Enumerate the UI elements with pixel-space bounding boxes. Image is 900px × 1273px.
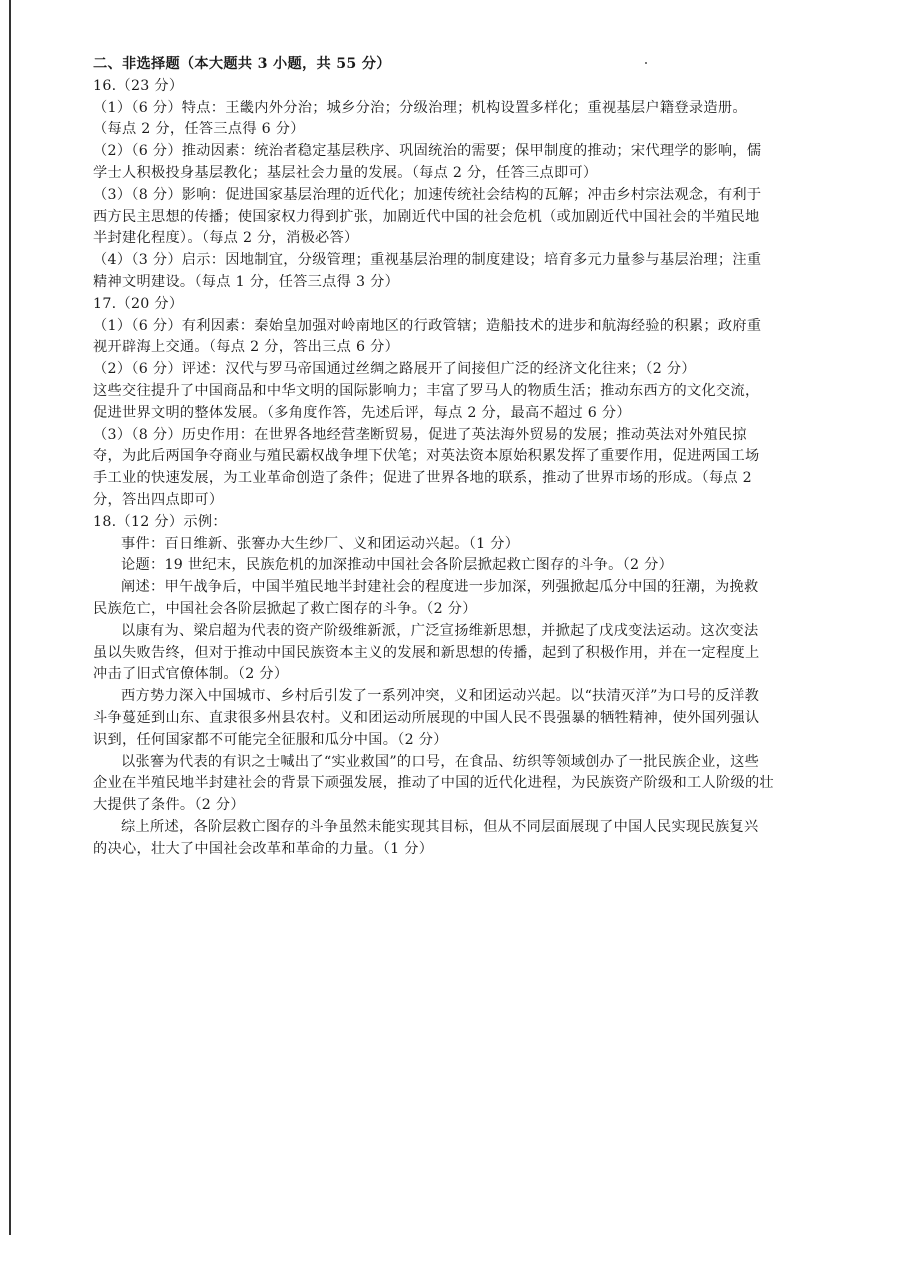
q18-line: 虽以失败告终，但对于推动中国民族资本主义的发展和新思想的传播，起到了积极作用，并在一定程度上 [93,644,760,661]
q18-line: 西方势力深入中国城市、乡村后引发了一系列冲突，义和团运动兴起。以“扶清灭洋”为口号的反洋教 [121,688,760,705]
q18-line: 以张謇为代表的有识之士喊出了“实业救国”的口号，在食品、纺织等领域创办了一批民族企业，这些 [121,753,760,770]
q18-line: 大提供了条件。（2 分） [93,797,245,814]
q18-line: 冲击了旧式官僚体制。（2 分） [93,666,289,683]
q17-line: 视开辟海上交通。（每点 2 分，答出三点 6 分） [93,339,400,356]
q17-line: 这些交往提升了中国商品和中华文明的国际影响力；丰富了罗马人的物质生活；推动东西方的文化交流， [93,382,760,399]
q16-line: （4）（3 分）启示：因地制宜，分级管理；重视基层治理的制度建设；培育多元力量参与基层治理；注重 [93,252,762,269]
q18-line: 识到，任何国家都不可能完全征服和瓜分中国。（2 分） [93,731,448,748]
q18-title: 18.（12 分）示例： [93,513,227,530]
q16-line: （1）（6 分）特点：王畿内外分治；城乡分治；分级治理；机构设置多样化；重视基层户籍登录造册。 [93,99,747,116]
q16-line: 半封建化程度）。（每点 2 分，消极必答） [93,230,359,247]
q18-line: 斗争蔓延到山东、直隶很多州县农村。义和团运动所展现的中国人民不畏强暴的牺牲精神，使外国列强认 [93,709,760,726]
q18-line: 企业在半殖民地半封建社会的背景下顽强发展，推动了中国的近代化进程，为民族资产阶级和工人阶级的壮 [93,775,774,792]
q16-line: （每点 2 分，任答三点得 6 分） [93,121,305,138]
q17-line: （1）（6 分）有利因素：秦始皇加强对岭南地区的行政管辖；造船技术的进步和航海经验的积累；政府重 [93,317,762,334]
q16-line: （2）（6 分）推动因素：统治者稳定基层秩序、巩固统治的需要；保甲制度的推动；宋代理学的影响，儒 [93,143,762,160]
q16-line: 精神文明建设。（每点 1 分，任答三点得 3 分） [93,273,400,290]
q17-line: （2）（6 分）评述：汉代与罗马帝国通过丝绸之路展开了间接但广泛的经济文化往来；（2 分） [93,361,696,378]
q18-line: 的决心，壮大了中国社会改革和革命的力量。（1 分） [93,840,434,857]
q18-body [93,534,868,861]
q16-line: （3）（8 分）影响：促进国家基层治理的近代化；加速传统社会结构的瓦解；冲击乡村宗法观念，有利于 [93,186,762,203]
q17-line: （3）（8 分）历史作用：在世界各地经营垄断贸易，促进了英法海外贸易的发展；推动英法对外殖民掠 [93,426,747,443]
q18-line: 论题：19 世纪末，民族危机的加深推动中国社会各阶层掀起救亡图存的斗争。（2 分） [121,557,674,574]
q16-title: 16.（23 分） [93,77,184,94]
q18-line: 综上所述，各阶层救亡图存的斗争虽然未能实现其目标，但从不同层面展现了中国人民实现民族复兴 [121,818,759,835]
answer-content [93,54,868,860]
q18-line: 以康有为、梁启超为代表的资产阶级维新派，广泛宣扬维新思想，并掀起了戊戌变法运动。这次变法 [121,622,759,639]
q16-line: 学士人积极投身基层教化；基层社会力量的发展。（每点 2 分，任答三点即可） [93,164,598,181]
q18-line: 民族危亡，中国社会各阶层掀起了救亡图存的斗争。（2 分） [93,600,477,617]
q17-title: 17.（20 分） [93,295,184,312]
q18-line: 事件：百日维新、张謇办大生纱厂、义和团运动兴起。（1 分） [121,535,520,552]
page-left-border [9,0,11,1235]
q17-line: 分，答出四点即可） [93,491,224,508]
q17-line: 促进世界文明的整体发展。（多角度作答，先述后评，每点 2 分，最高不超过 6 分） [93,404,631,421]
q17-line: 夺，为此后两国争夺商业与殖民霸权战争埋下伏笔；对英法资本原始积累发挥了重要作用，促进两国工场 [93,448,760,465]
section-heading: 二、非选择题（本大题共 3 小题，共 55 分） [93,56,391,72]
q18-line: 阐述：甲午战争后，中国半殖民地半封建社会的程度进一步加深，列强掀起瓜分中国的狂潮，为挽救 [121,579,759,596]
q16-line: 西方民主思想的传播；使国家权力得到扩张，加剧近代中国的社会危机（或加剧近代中国社会的半殖民地 [93,208,760,225]
q17-line: 手工业的快速发展，为工业革命创造了条件；促进了世界各地的联系，推动了世界市场的形成。（每点 2 [93,470,752,487]
